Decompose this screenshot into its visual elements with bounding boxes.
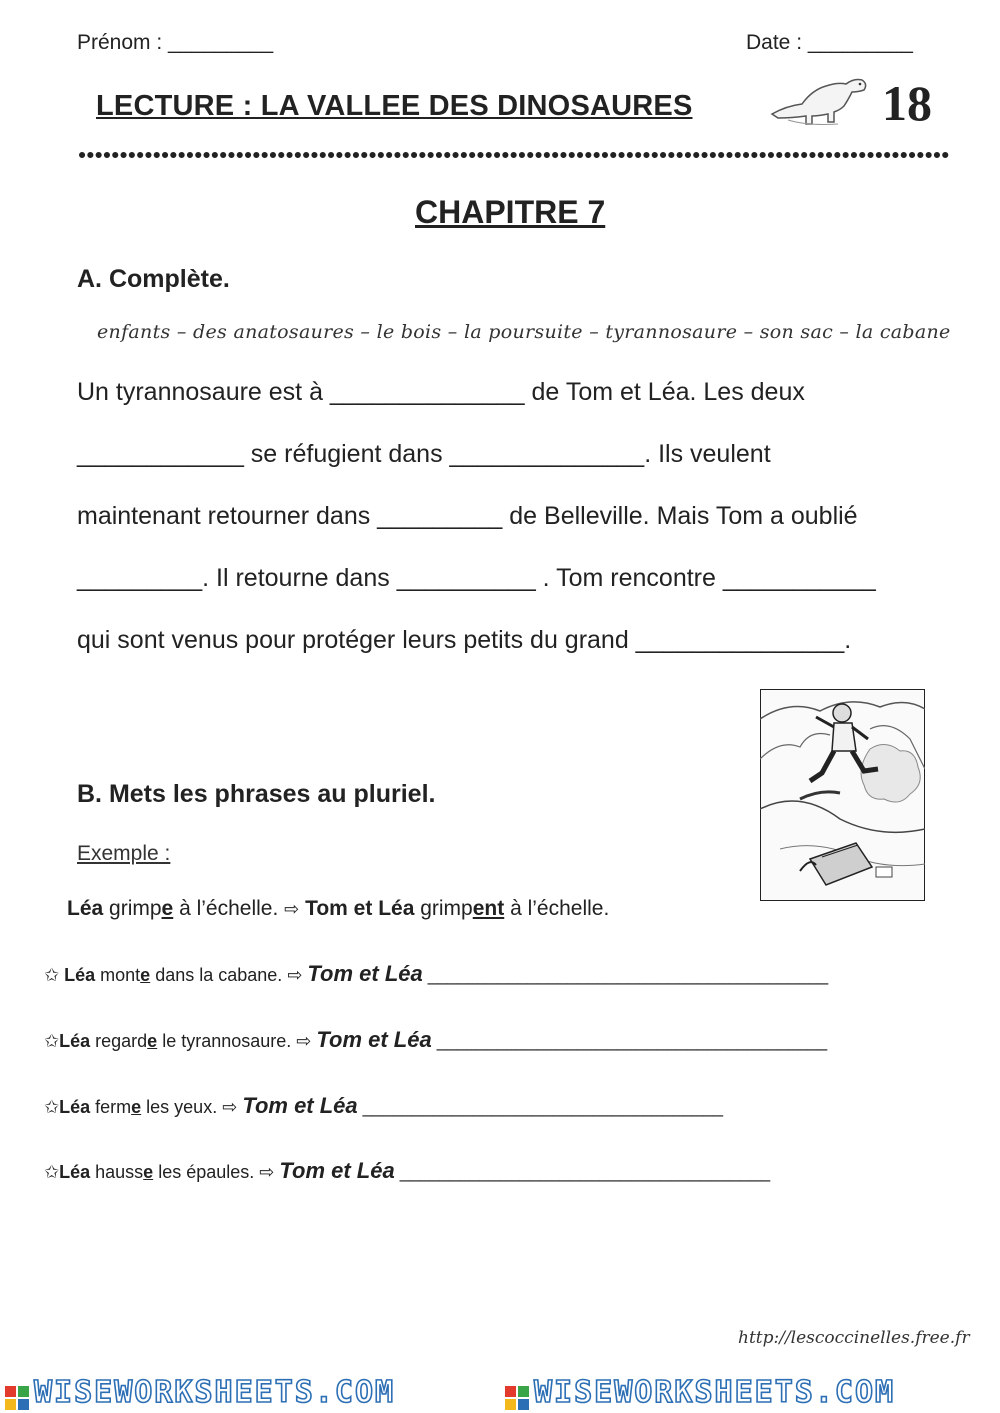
answer-blank[interactable]: ________________________________________ (422, 965, 829, 985)
example-subject: Léa (67, 897, 104, 920)
prenom-field: Prénom : _________ (77, 31, 274, 54)
dotted-separator (78, 146, 950, 162)
example-rest: à l’échelle. (173, 897, 279, 920)
logo-grid-icon (504, 1385, 530, 1411)
item-rest: les épaules. (153, 1162, 255, 1182)
paragraph-line-1: Un tyrannosaure est à ______________ de Tom et Léa. Les deux (77, 378, 805, 406)
item-rest: le tyrannosaure. (157, 1031, 292, 1051)
star-icon: ✩ (44, 965, 60, 985)
footer-brand-2: WISEWORKSHEETS.COM (504, 1375, 895, 1411)
item-target: Tom et Léa (242, 1093, 358, 1118)
item-subject: Léa (59, 1031, 91, 1051)
star-icon: ✩ (44, 1162, 60, 1182)
page-title: LECTURE : LA VALLEE DES DINOSAURES (96, 90, 693, 122)
arrow-icon: ⇨ (296, 1031, 312, 1051)
word-bank: enfants – des anatosaures – le bois – la poursuite – tyrannosaure – son sac – la cabane (97, 321, 951, 343)
paragraph-line-2: ____________ se réfugient dans ______________. Ils veulent (77, 440, 771, 468)
exercise-item (44, 1158, 770, 1184)
page-number: 18 (882, 75, 932, 131)
dinosaur-icon (768, 70, 880, 132)
item-verb-ending: e (143, 1162, 154, 1182)
paragraph-line-3: maintenant retourner dans _________ de Belleville. Mais Tom a oublié (77, 502, 858, 530)
item-subject: Léa (64, 965, 96, 985)
paragraph-line-4: _________. Il retourne dans __________ . Tom rencontre ___________ (77, 564, 876, 592)
arrow-icon: ⇨ (259, 1162, 275, 1182)
answer-blank[interactable]: ____________________________________ (357, 1097, 724, 1117)
answer-blank[interactable]: _____________________________________ (394, 1162, 771, 1182)
chapter-title: CHAPITRE 7 (415, 194, 606, 230)
example-plural-ending: ent (472, 897, 505, 920)
exercise-item (44, 1093, 723, 1119)
item-verb-ending: e (140, 965, 151, 985)
answer-blank[interactable]: _______________________________________ (431, 1031, 828, 1051)
item-target: Tom et Léa (279, 1158, 395, 1183)
item-subject: Léa (59, 1162, 91, 1182)
paragraph-line-5: qui sont venus pour protéger leurs petits du grand _______________. (77, 626, 852, 654)
footer-brand-1: WISEWORKSHEETS.COM (4, 1375, 395, 1411)
item-verb-stem: mont (95, 965, 141, 985)
item-verb-ending: e (131, 1097, 142, 1117)
arrow-icon: ⇨ (287, 965, 303, 985)
exercise-item (44, 961, 828, 987)
exercise-item (44, 1027, 827, 1053)
item-verb-stem: hauss (90, 1162, 144, 1182)
example-plural-rest: à l’échelle. (504, 897, 610, 920)
section-b-heading: B. Mets les phrases au pluriel. (77, 780, 436, 808)
arrow-icon: ⇨ (284, 899, 300, 919)
date-field: Date : _________ (746, 31, 913, 54)
item-subject: Léa (59, 1097, 91, 1117)
item-target: Tom et Léa (307, 961, 423, 986)
item-rest: dans la cabane. (150, 965, 283, 985)
boy-running-illustration (760, 689, 925, 901)
item-target: Tom et Léa (316, 1027, 432, 1052)
example-sentence (67, 897, 609, 921)
example-verb-ending: e (161, 897, 174, 920)
star-icon: ✩ (44, 1097, 60, 1117)
section-a-heading: A. Complète. (77, 265, 230, 293)
arrow-icon: ⇨ (222, 1097, 238, 1117)
item-rest: les yeux. (141, 1097, 218, 1117)
example-plural-subject: Tom et Léa (305, 897, 415, 920)
item-verb-stem: regard (90, 1031, 148, 1051)
logo-grid-icon (4, 1385, 30, 1411)
example-label: Exemple : (77, 842, 171, 865)
item-verb-stem: ferm (90, 1097, 132, 1117)
source-url[interactable]: http://lescoccinelles.free.fr (738, 1328, 970, 1348)
footer-watermark (0, 1370, 1000, 1413)
star-icon: ✩ (44, 1031, 60, 1051)
example-plural-stem: grimp (414, 897, 473, 920)
item-verb-ending: e (147, 1031, 158, 1051)
example-verb-stem: grimp (109, 897, 162, 920)
